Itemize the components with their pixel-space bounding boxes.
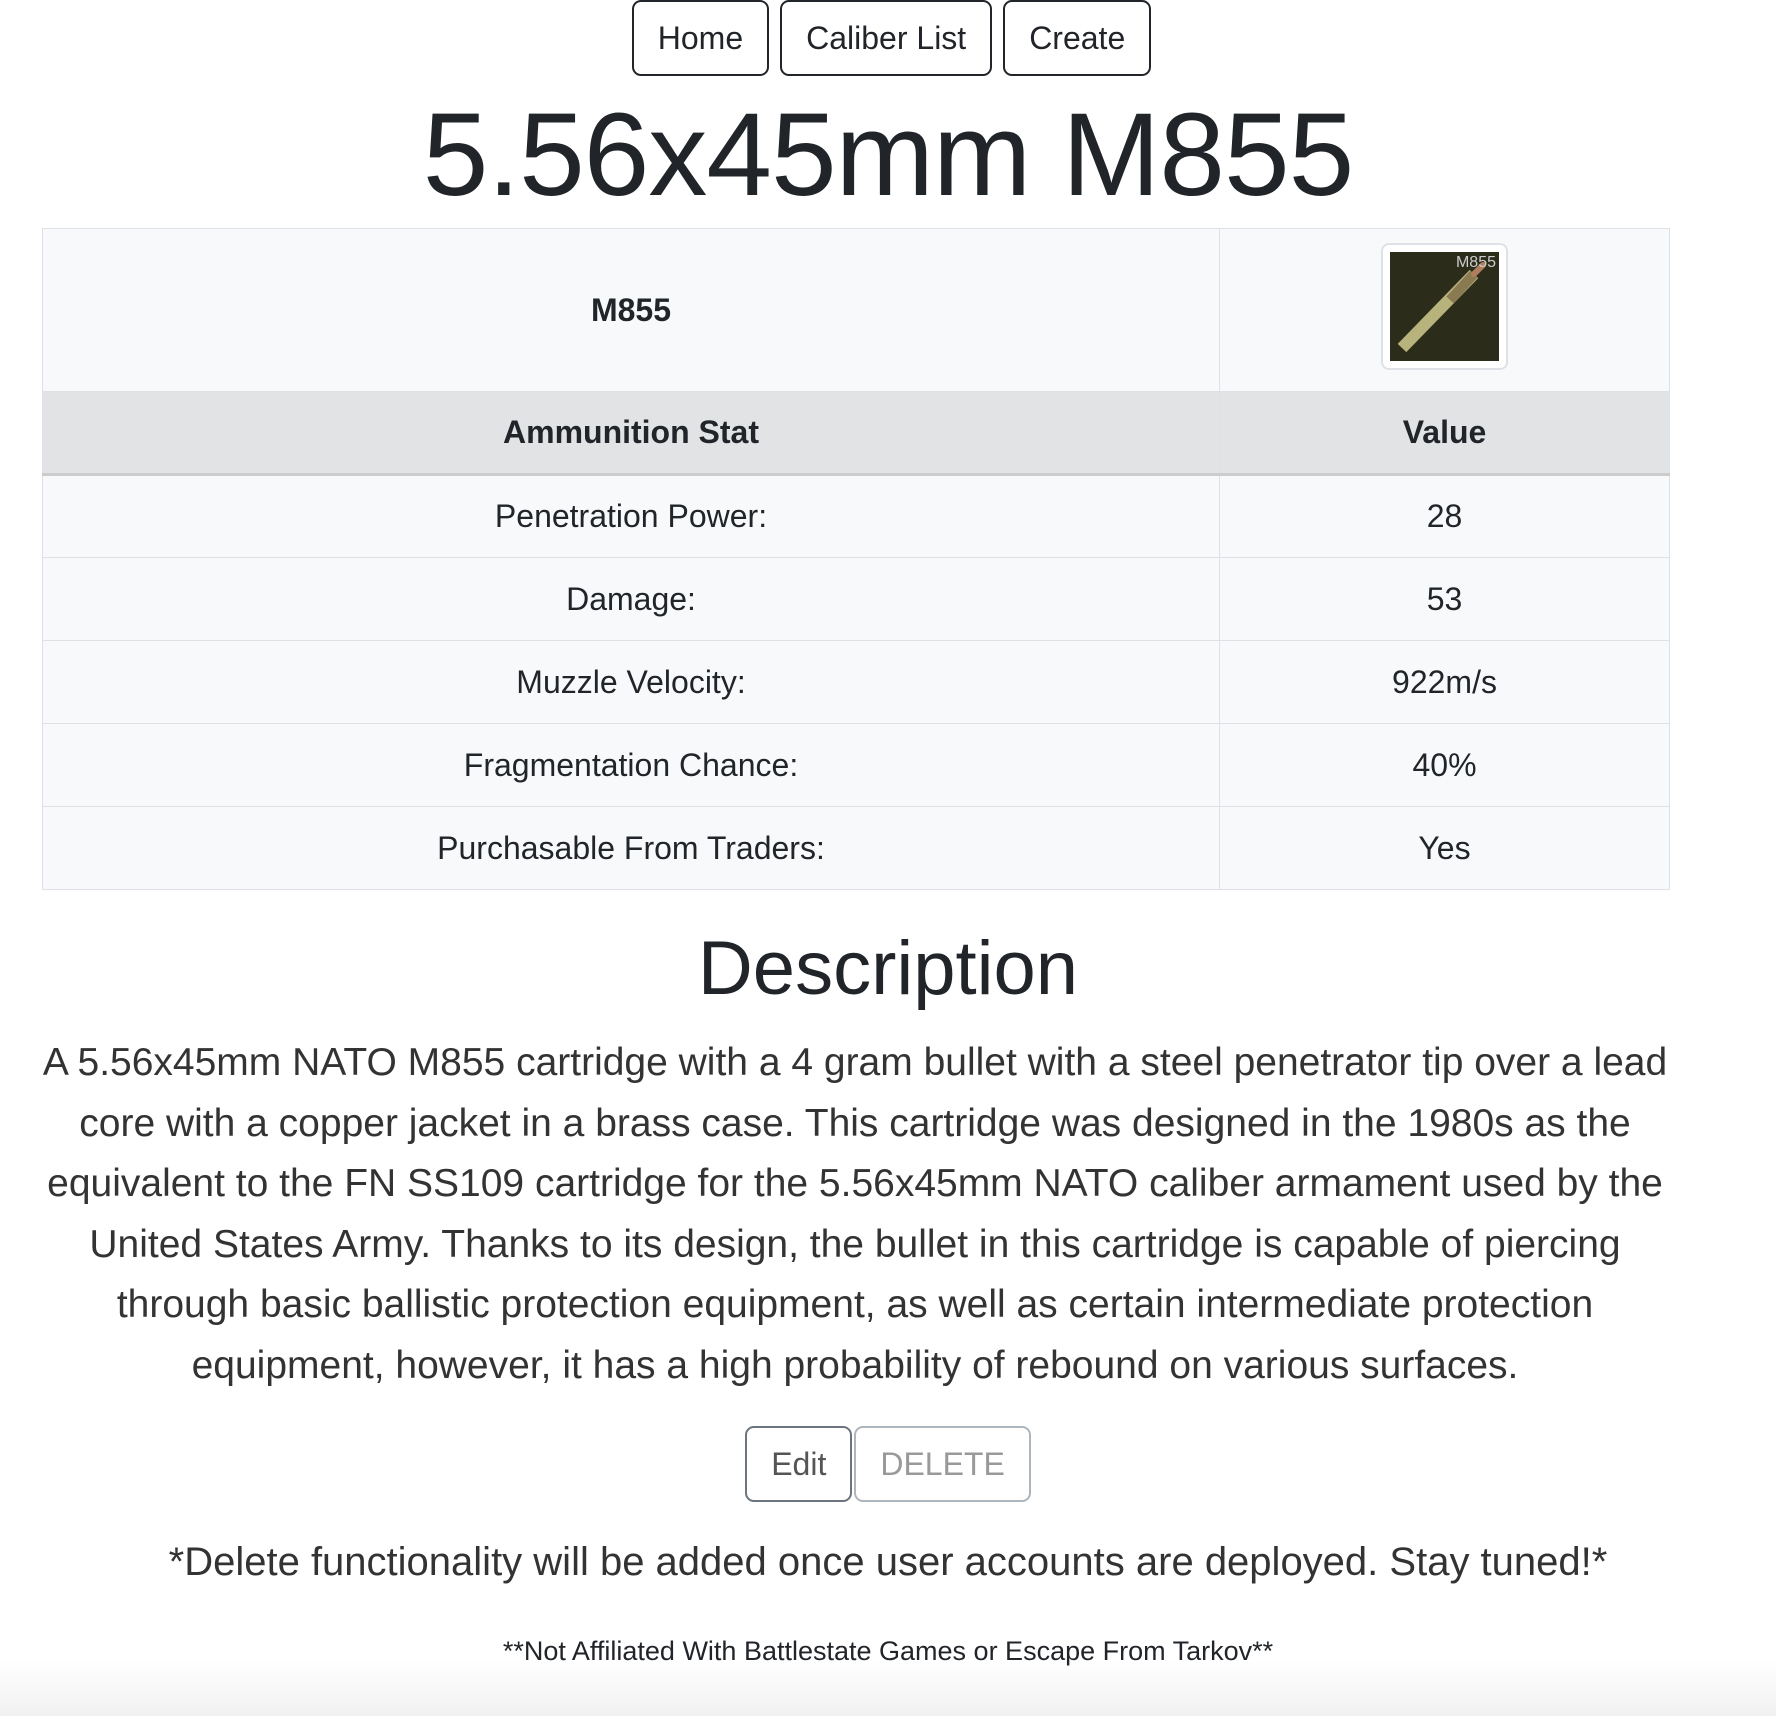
- svg-text:M855: M855: [1455, 253, 1496, 271]
- table-row: [43, 558, 1670, 641]
- stat-label: Penetration Power:: [43, 475, 1220, 558]
- stat-value: Yes: [1220, 807, 1670, 890]
- caliber-list-button[interactable]: Caliber List: [780, 0, 992, 76]
- description-text: A 5.56x45mm NATO M855 cartridge with a 4 gram bullet with a steel penetrator tip over a lead core with a copper jacket in a brass case. This cartridge was designed in the 1980s as the equivalent to the FN SS109 cartridge for the 5.56x45mm NATO caliber armament used by the United States Army. Thanks to its design, the bullet in this cartridge is capable of piercing through basic ballistic protection equipment, as well as certain intermediate protection equipment, however, it has a high probability of rebound on various surfaces.: [42, 1041, 1668, 1387]
- stats-table: [42, 228, 1670, 890]
- stat-label: Damage:: [43, 558, 1220, 641]
- stat-column-header: Ammunition Stat: [43, 392, 1220, 475]
- value-column-header: Value: [1220, 392, 1670, 475]
- stat-value: 28: [1220, 475, 1670, 558]
- stat-label: Fragmentation Chance:: [43, 724, 1220, 807]
- stat-label: Purchasable From Traders:: [43, 807, 1220, 890]
- footer-disclaimer: **Not Affiliated With Battlestate Games or Escape From Tarkov**: [502, 1636, 1274, 1666]
- stat-value: 53: [1220, 558, 1670, 641]
- stat-value: 922m/s: [1220, 641, 1670, 724]
- top-nav: [0, 0, 1776, 76]
- table-row: [43, 475, 1670, 558]
- ammo-image: [1381, 243, 1508, 370]
- page-title: 5.56x45mm M855: [422, 89, 1354, 221]
- ammo-image-cell: [1220, 229, 1670, 392]
- ammo-short-name: M855: [43, 229, 1220, 392]
- description-heading: Description: [697, 926, 1079, 1011]
- stat-value: 40%: [1220, 724, 1670, 807]
- table-row: [43, 641, 1670, 724]
- edit-button[interactable]: Edit: [745, 1426, 852, 1502]
- create-button[interactable]: Create: [1003, 0, 1151, 76]
- table-row: [43, 807, 1670, 890]
- table-row: [43, 724, 1670, 807]
- delete-note: *Delete functionality will be added once user accounts are deployed. Stay tuned!*: [168, 1540, 1608, 1584]
- home-button[interactable]: Home: [632, 0, 769, 76]
- delete-button[interactable]: DELETE: [854, 1426, 1030, 1502]
- stat-label: Muzzle Velocity:: [43, 641, 1220, 724]
- action-buttons: [0, 1426, 1776, 1502]
